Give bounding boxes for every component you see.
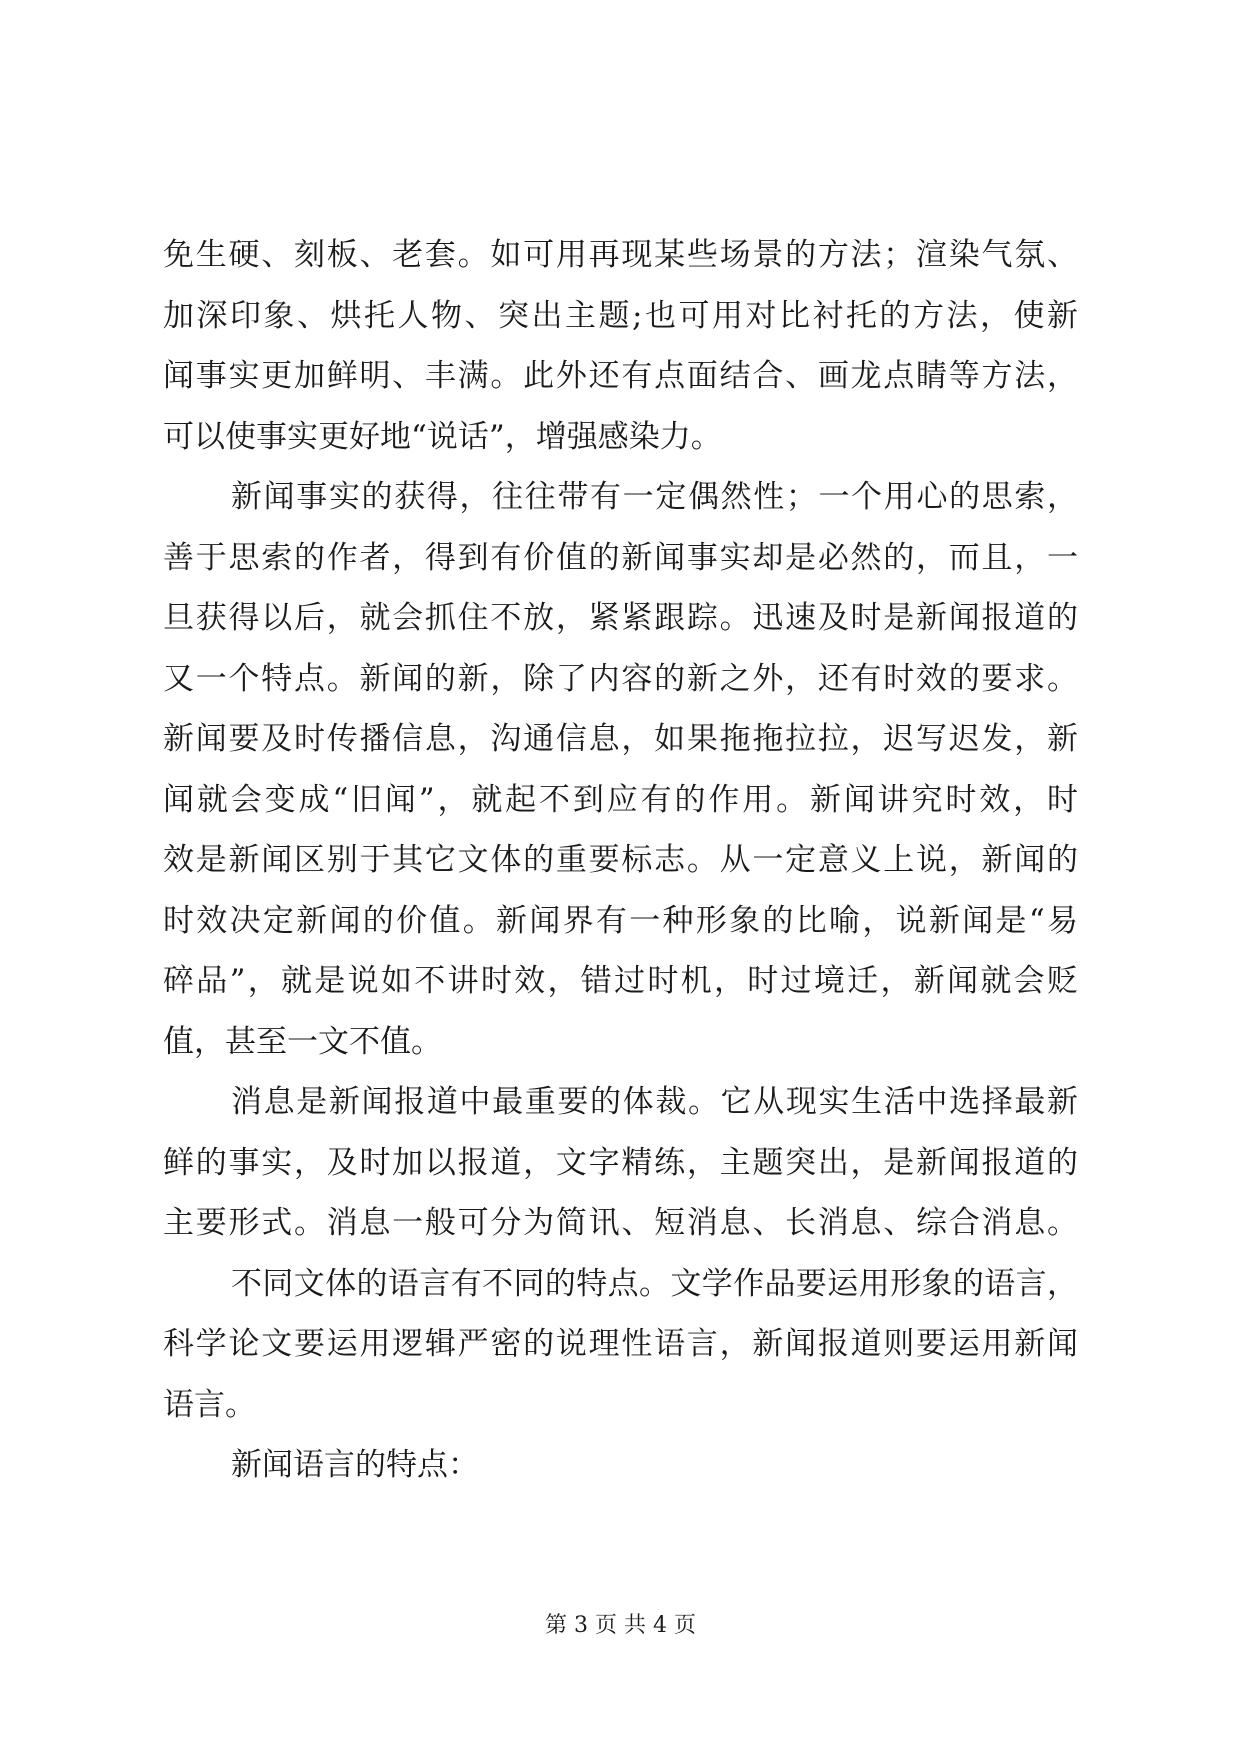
text-line: 碎品”，就是说如不讲时效，错过时机，时过境迁，新闻就会贬 xyxy=(163,963,1078,999)
text-line: 旦获得以后，就会抓住不放，紧紧跟踪。迅速及时是新闻报道的 xyxy=(163,600,1078,636)
page-footer: 第 3 页 共 4 页 xyxy=(545,1613,696,1638)
text-line: 可以使事实更好地“说话”，增强感染力。 xyxy=(163,418,722,455)
text-line: 加深印象、烘托人物、突出主题;也可用对比衬托的方法，使新 xyxy=(163,297,1078,334)
text-line: 新闻要及时传播信息，沟通信息，如果拖拖拉拉，迟写迟发，新 xyxy=(163,721,1078,757)
text-line: 善于思索的作者，得到有价值的新闻事实却是必然的，而且，一 xyxy=(163,539,1078,576)
text-line: 不同文体的语言有不同的特点。文学作品要运用形象的语言， xyxy=(231,1265,1078,1302)
text-line: 鲜的事实，及时加以报道，文字精练，主题突出，是新闻报道的 xyxy=(163,1144,1078,1181)
text-line: 闻就会变成“旧闻”，就起不到应有的作用。新闻讲究时效，时 xyxy=(163,781,1078,818)
body-text xyxy=(163,225,1078,1496)
text-line: 又一个特点。新闻的新，除了内容的新之外，还有时效的要求。 xyxy=(163,660,1078,697)
text-line: 闻事实更加鲜明、丰满。此外还有点面结合、画龙点睛等方法， xyxy=(163,358,1078,394)
text-line: 主要形式。消息一般可分为简讯、短消息、长消息、综合消息。 xyxy=(163,1205,1078,1241)
text-line: 值，甚至一文不值。 xyxy=(163,1023,442,1060)
text-line: 免生硬、刻板、老套。如可用再现某些场景的方法；渲染气氛、 xyxy=(163,237,1078,273)
text-line: 消息是新闻报道中最重要的体裁。它从现实生活中选择最新 xyxy=(231,1084,1078,1120)
text-line: 语言。 xyxy=(163,1386,256,1423)
text-line: 科学论文要运用逻辑严密的说理性语言，新闻报道则要运用新闻 xyxy=(163,1326,1078,1362)
text-line: 时效决定新闻的价值。新闻界有一种形象的比喻，说新闻是“易 xyxy=(163,902,1078,939)
text-line: 新闻语言的特点： xyxy=(231,1447,479,1483)
text-line: 新闻事实的获得，往往带有一定偶然性；一个用心的思索， xyxy=(231,479,1078,515)
text-line: 效是新闻区别于其它文体的重要标志。从一定意义上说，新闻的 xyxy=(163,842,1078,878)
